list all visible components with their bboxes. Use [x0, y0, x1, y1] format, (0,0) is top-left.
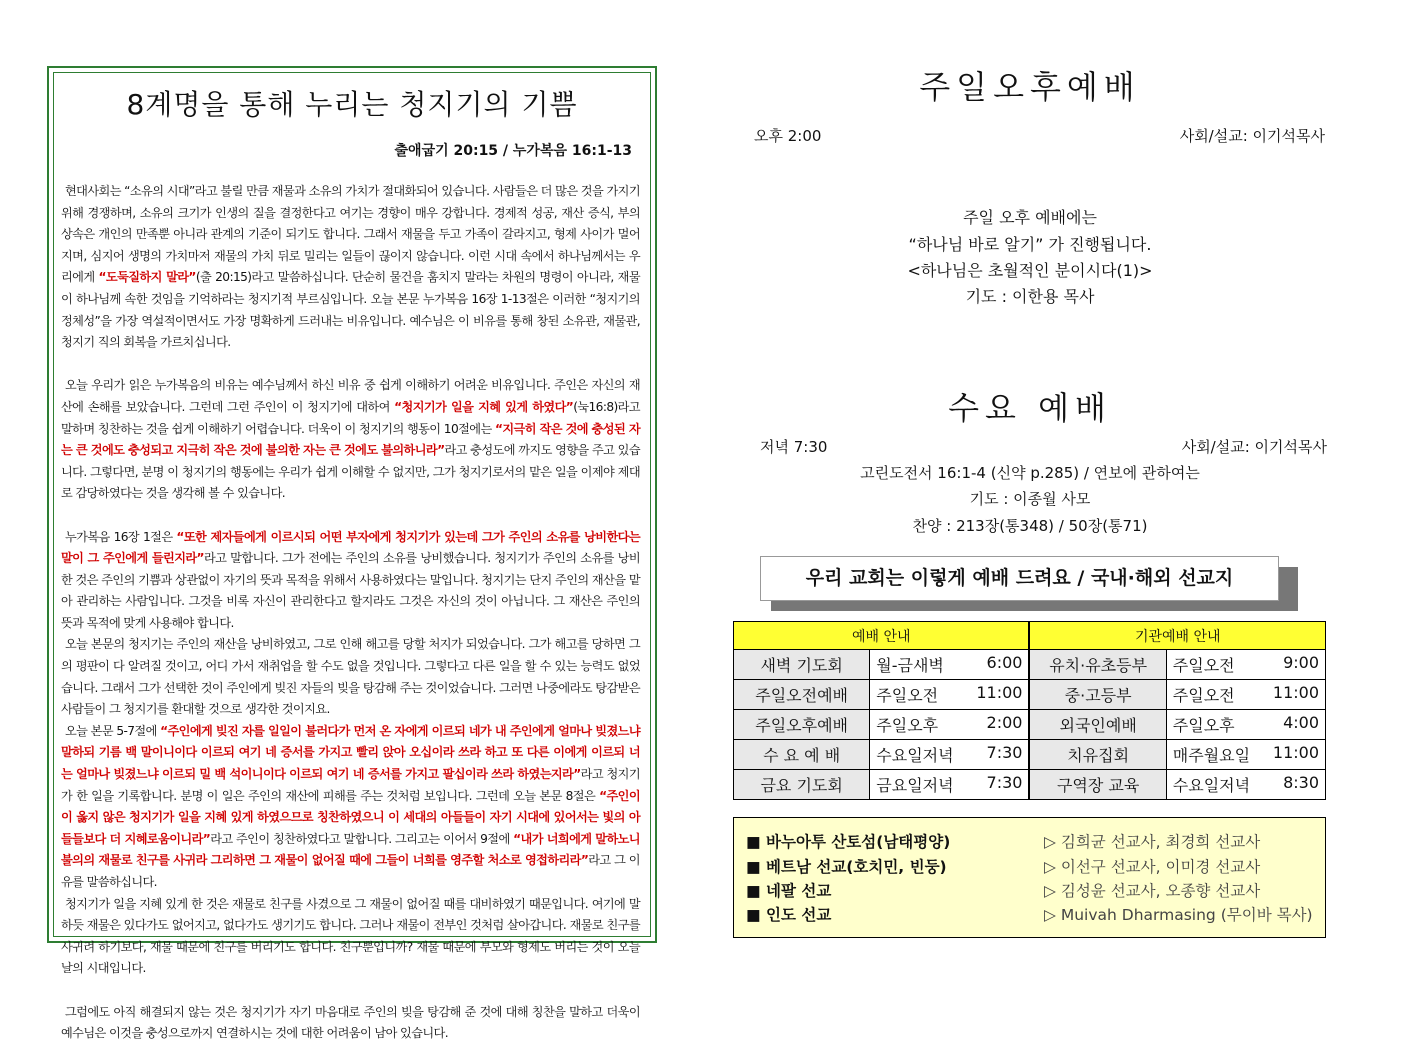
- text-span: (출 20:15)라고 말씀하십니다. 단순히 물건을 훔치지 말라는 차원의 명령이 아니라, 재물이 하나님께 속한 것임을 기억하라는 청지기적 부르심입니다. 오늘 본문 누가복음 16장 1-13절은 이러한 “청지기의 정체성”을 가장 역설적이면서도 가장 명확하게 드러내는 비유입니다. 예수님은 이 비유를 통해 창된 소유관, 재물관, 청지기 직의 회복을 가르치십니다.: [61, 270, 640, 350]
- service-day: 주일오전: [876, 686, 939, 705]
- list-item: [746, 830, 1316, 854]
- service-name: 금요 기도회: [734, 770, 870, 800]
- service-day: 수요일저녁: [876, 746, 954, 765]
- text-span: 누가복음 16장 1절은: [65, 529, 177, 544]
- group-hour: 8:30: [1283, 773, 1319, 792]
- group-hour: 9:00: [1283, 653, 1319, 672]
- service-name: 주일오후예배: [734, 710, 870, 740]
- scripture-quote: “청지기가 일을 지혜 있게 하였다”: [394, 399, 574, 414]
- mission-name: ■ 네팔 선교: [746, 882, 832, 900]
- mission-name: ■ 바누아투 산토섬(남태평양): [746, 833, 951, 851]
- service-name: 수 요 예 배: [734, 740, 870, 770]
- pm-service-title: 주일오후예배: [919, 68, 1141, 106]
- text-span: 라고 청지기가 한 일을 기록합니다. 분명 이 일은 주인의 재산에 피해를 주는 것처럼 보입니다. 그런데 오늘 본문 8절은: [61, 767, 641, 803]
- missionary-names: ▷ 이선구 선교사, 이미경 선교사: [1044, 858, 1261, 876]
- missionary-names: ▷ 김희균 선교사, 최경희 선교사: [1044, 833, 1261, 851]
- schedule-table: [733, 621, 1326, 800]
- group-time: [1166, 740, 1325, 770]
- schedule-header-row: [734, 622, 1326, 650]
- sermon-paragraph-5: [61, 721, 640, 894]
- pm-line-1: 주일 오후 예배에는: [963, 208, 1097, 227]
- sermon-paragraph-1: [61, 181, 640, 354]
- wed-service-leader: 사회/설교: 이기석목사: [1181, 438, 1327, 456]
- service-time: [870, 680, 1030, 710]
- worship-header: 예배 안내: [734, 622, 1030, 650]
- scripture-quote: “도둑질하지 말라”: [98, 270, 196, 285]
- group-name: 유치·유초등부: [1029, 650, 1166, 680]
- missionary-names: ▷ 김성윤 선교사, 오종향 선교사: [1044, 882, 1261, 900]
- text-span: 라고 그 이유를 말씀하십니다.: [61, 853, 640, 889]
- scripture-quote: “주인이 이 옳지 않은 청지기가 일을 지혜 있게 하였으므로 칭찬하였으니 이 세대의 아들들이 자기 시대에 있어서는 빛의 아들들보다 더 지혜로움이니라”: [61, 788, 640, 846]
- wed-service-time: 저녁 7:30: [760, 438, 828, 456]
- text-span: 오늘 우리가 읽은 누가복음의 비유는 예수님께서 하신 비유 중 쉽게 이해하기 어려운 비유입니다. 주인은 자신의 재산에 손해를 보았습니다. 그런데 그런 주인이 이 청지기에 대하여: [61, 378, 640, 414]
- wed-scripture: 고린도전서 16:1-4 (신약 p.285) / 연보에 관하여는: [860, 464, 1200, 482]
- sermon-paragraph-6: 청지기가 일을 지혜 있게 한 것은 재물로 친구를 사겼으로 그 재물이 없어질 때를 대비하였기 때문입니다. 여기에 말하듯 재물은 있다가도 없어지고, 없다가도 생기기도 합니다. 그러나 재물이 전부인 것처럼 살아갑니다. 재물로 친구를 사귀려 하기보다, 재물 때문에 친구를 버리기도 합니다. 친구뿐입니까? 재물 때문에 부모와 형제도 버리는 것이 오늘날의 시대입니다.: [61, 896, 640, 976]
- sermon-reference: 출애굽기 20:15 / 누가복음 16:1-13: [394, 143, 632, 159]
- service-day: 주일오후: [876, 716, 939, 735]
- group-name: 외국인예배: [1029, 710, 1166, 740]
- wed-hymn: 찬양 : 213장(통348) / 50장(통71): [912, 517, 1148, 535]
- table-row: [734, 710, 1326, 740]
- sermon-paragraph-4: 오늘 본문의 청지기는 주인의 재산을 낭비하였고, 그로 인해 해고를 당할 처지가 되었습니다. 그가 해고를 당하면 그의 평판이 다 알려질 것이고, 어디 가서 재취업을 할 수도 없을 것입니다. 그렇다고 다른 일을 할 수 있는 능력도 없었습니다. 그래서 그가 선택한 것이 주인에게 빚진 자들의 빚을 탕감해 주는 것이었습니다. 그러면 나중에라도 탕감받은 사람들이 그 청지기를 환대할 것으로 생각한 것이지요.: [61, 637, 640, 717]
- text-span: 라고 말합니다. 그가 전에는 주인의 소유를 낭비했습니다. 청지기가 주인의 소유를 낭비한 것은 주인의 기쁨과 상관없이 자기의 뜻과 목적을 위해서 사용하였다는 말입니다. 청지기는 단지 주인의 재산을 맡아 관리하는 사람입니다. 그것을 비록 자신이 관리한다고 할지라도 그것은 자신의 것이 아닙니다. 그 재산은 주인의 뜻과 목적에 맞게 사용해야 합니다.: [61, 551, 640, 630]
- service-day: 금요일저녁: [876, 776, 954, 795]
- service-time: [870, 710, 1030, 740]
- scripture-quote: “내가 너희에게 말하노니 불의의 재물로 친구를 사귀라 그리하면 그 재물이 없어질 때에 그들이 너희를 영주할 처소로 영접하리라”: [61, 831, 640, 868]
- group-hour: 11:00: [1272, 743, 1319, 762]
- service-hour: 7:30: [986, 743, 1023, 762]
- scripture-quote: “주인에게 빚진 자를 일일이 불러다가 먼저 온 자에게 이르되 네가 내 주인에게 얼마나 빚졌느냐 말하되 기름 백 말이니이다 이르되 여기 네 증서를 가지고 빨리 앉아 오십이라 쓰라 하고 또 다른 이에게 이르되 너는 얼마나 빚졌느냐 이르되 밀 백 석이니이다 이르되 여기 네 증서를 가지고 팔십이라 쓰라 하였는지라”: [61, 723, 640, 782]
- table-row: [734, 650, 1326, 680]
- group-day: 주일오전: [1172, 686, 1235, 705]
- pm-service-leader: 사회/설교: 이기석목사: [1179, 127, 1325, 145]
- table-row: [734, 770, 1326, 800]
- text-span: 라고 주인이 칭찬하였다고 말합니다. 그리고는 이어서 9절에: [210, 831, 514, 846]
- sermon-inner-frame: [53, 72, 651, 1041]
- sermon-body: [61, 181, 640, 1045]
- service-time: [870, 740, 1030, 770]
- list-item: [746, 903, 1316, 927]
- list-item: [746, 879, 1316, 903]
- pm-line-2: “하나님 바로 알기” 가 진행됩니다.: [908, 235, 1152, 254]
- group-worship-header: 기관예배 안내: [1029, 622, 1325, 650]
- missions-box: [733, 817, 1326, 938]
- group-name: 치유집회: [1029, 740, 1166, 770]
- service-name: 새벽 기도회: [734, 650, 870, 680]
- table-row: [734, 740, 1326, 770]
- text-span: 현대사회는 “소유의 시대”라고 불릴 만큼 재물과 소유의 가치가 절대화되어 있습니다. 사람들은 더 많은 것을 가지기 위해 경쟁하며, 소유의 크기가 인생의 질을 결정한다고 여기는 경향이 매우 강합니다. 경제적 성공, 재산 증식, 부의 상속은 개인의 만족뿐 아니라 관계의 기준이 되기도 합니다. 그래서 재물을 두고 가족이 갈라지고, 형제 사이가 멀어지며, 심지어 생명의 가치마저 재물의 가치 뒤로 밀리는 일들이 끊이지 않습니다. 이런 시대 속에서 하나님께서는 우리에게: [61, 184, 640, 285]
- sermon-panel: [47, 66, 657, 1041]
- sermon-paragraph-7: 그럼에도 아직 해결되지 않는 것은 청지기가 자기 마음대로 주인의 빚을 탕감해 준 것에 대해 칭찬을 말하고 더욱이 예수님은 이것을 충성으로까지 연결하시는 것에 대한 어려움이 남아 있습니다.: [61, 1004, 640, 1041]
- group-time: [1166, 710, 1325, 740]
- wed-prayer: 기도 : 이종월 사모: [969, 490, 1091, 508]
- group-day: 매주월요일: [1172, 746, 1251, 765]
- table-row: [734, 680, 1326, 710]
- service-hour: 7:30: [986, 773, 1023, 792]
- pm-line-3: <하나님은 초월적인 분이시다(1)>: [907, 261, 1153, 280]
- group-name: 구역장 교육: [1029, 770, 1166, 800]
- sermon-paragraph-2: [61, 375, 640, 505]
- service-time: [870, 770, 1030, 800]
- scripture-quote: “지극히 작은 것에 충성된 자는 큰 것에도 충성되고 지극히 작은 것에 불의한 자는 큰 것에도 불의하니라”: [61, 421, 641, 458]
- sermon-title: 8계명을 통해 누리는 청지기의 기쁨: [126, 88, 578, 121]
- group-time: [1166, 770, 1325, 800]
- group-time: [1166, 680, 1325, 710]
- service-name: 주일오전예배: [734, 680, 870, 710]
- service-hour: 11:00: [976, 683, 1023, 702]
- service-day: 월-금새벽: [876, 656, 944, 675]
- wed-service-title: 수요 예배: [948, 389, 1112, 427]
- service-hour: 6:00: [986, 653, 1023, 672]
- group-day: 주일오후: [1172, 716, 1235, 735]
- text-span: (눅16:8)라고 말하며 칭찬하는 것을 쉽게 이해하기 어렵습니다. 더욱이 이 청지기의 행동이 10절에는: [61, 399, 640, 436]
- text-span: 오늘 본문 5-7절에: [65, 723, 161, 738]
- group-name: 중·고등부: [1029, 680, 1166, 710]
- mission-name: ■ 베트남 선교(호치민, 빈둥): [746, 858, 947, 876]
- mission-name: ■ 인도 선교: [746, 906, 832, 924]
- sermon-paragraph-3: [61, 527, 640, 635]
- pm-service-time: 오후 2:00: [754, 127, 822, 145]
- group-hour: 11:00: [1272, 683, 1319, 702]
- group-time: [1166, 650, 1325, 680]
- text-span: 라고 충성도에 까지도 영향을 주고 있습니다. 그렇다면, 분명 이 청지기의 행동에는 우리가 쉽게 이해할 수 없지만, 그가 청지기로서의 맡은 일을 이제야 제대로 감당하였다는 것을 생각해 볼 수 있습니다.: [61, 443, 640, 501]
- list-item: [746, 855, 1316, 879]
- pm-line-4: 기도 : 이한용 목사: [965, 287, 1095, 306]
- group-day: 주일오전: [1172, 656, 1235, 675]
- service-time: [870, 650, 1030, 680]
- scripture-quote: “또한 제자들에게 이르시되 어떤 부자에게 청지기가 있는데 그가 주인의 소유를 낭비한다는 말이 그 주인에게 들린지라”: [61, 529, 640, 566]
- schedule-banner: 우리 교회는 이렇게 예배 드려요 / 국내·해외 선교지: [760, 556, 1279, 601]
- service-hour: 2:00: [986, 713, 1023, 732]
- missionary-names: ▷ Muivah Dharmasing (무이바 목사): [1044, 906, 1313, 924]
- group-hour: 4:00: [1283, 713, 1319, 732]
- group-day: 수요일저녁: [1172, 776, 1251, 795]
